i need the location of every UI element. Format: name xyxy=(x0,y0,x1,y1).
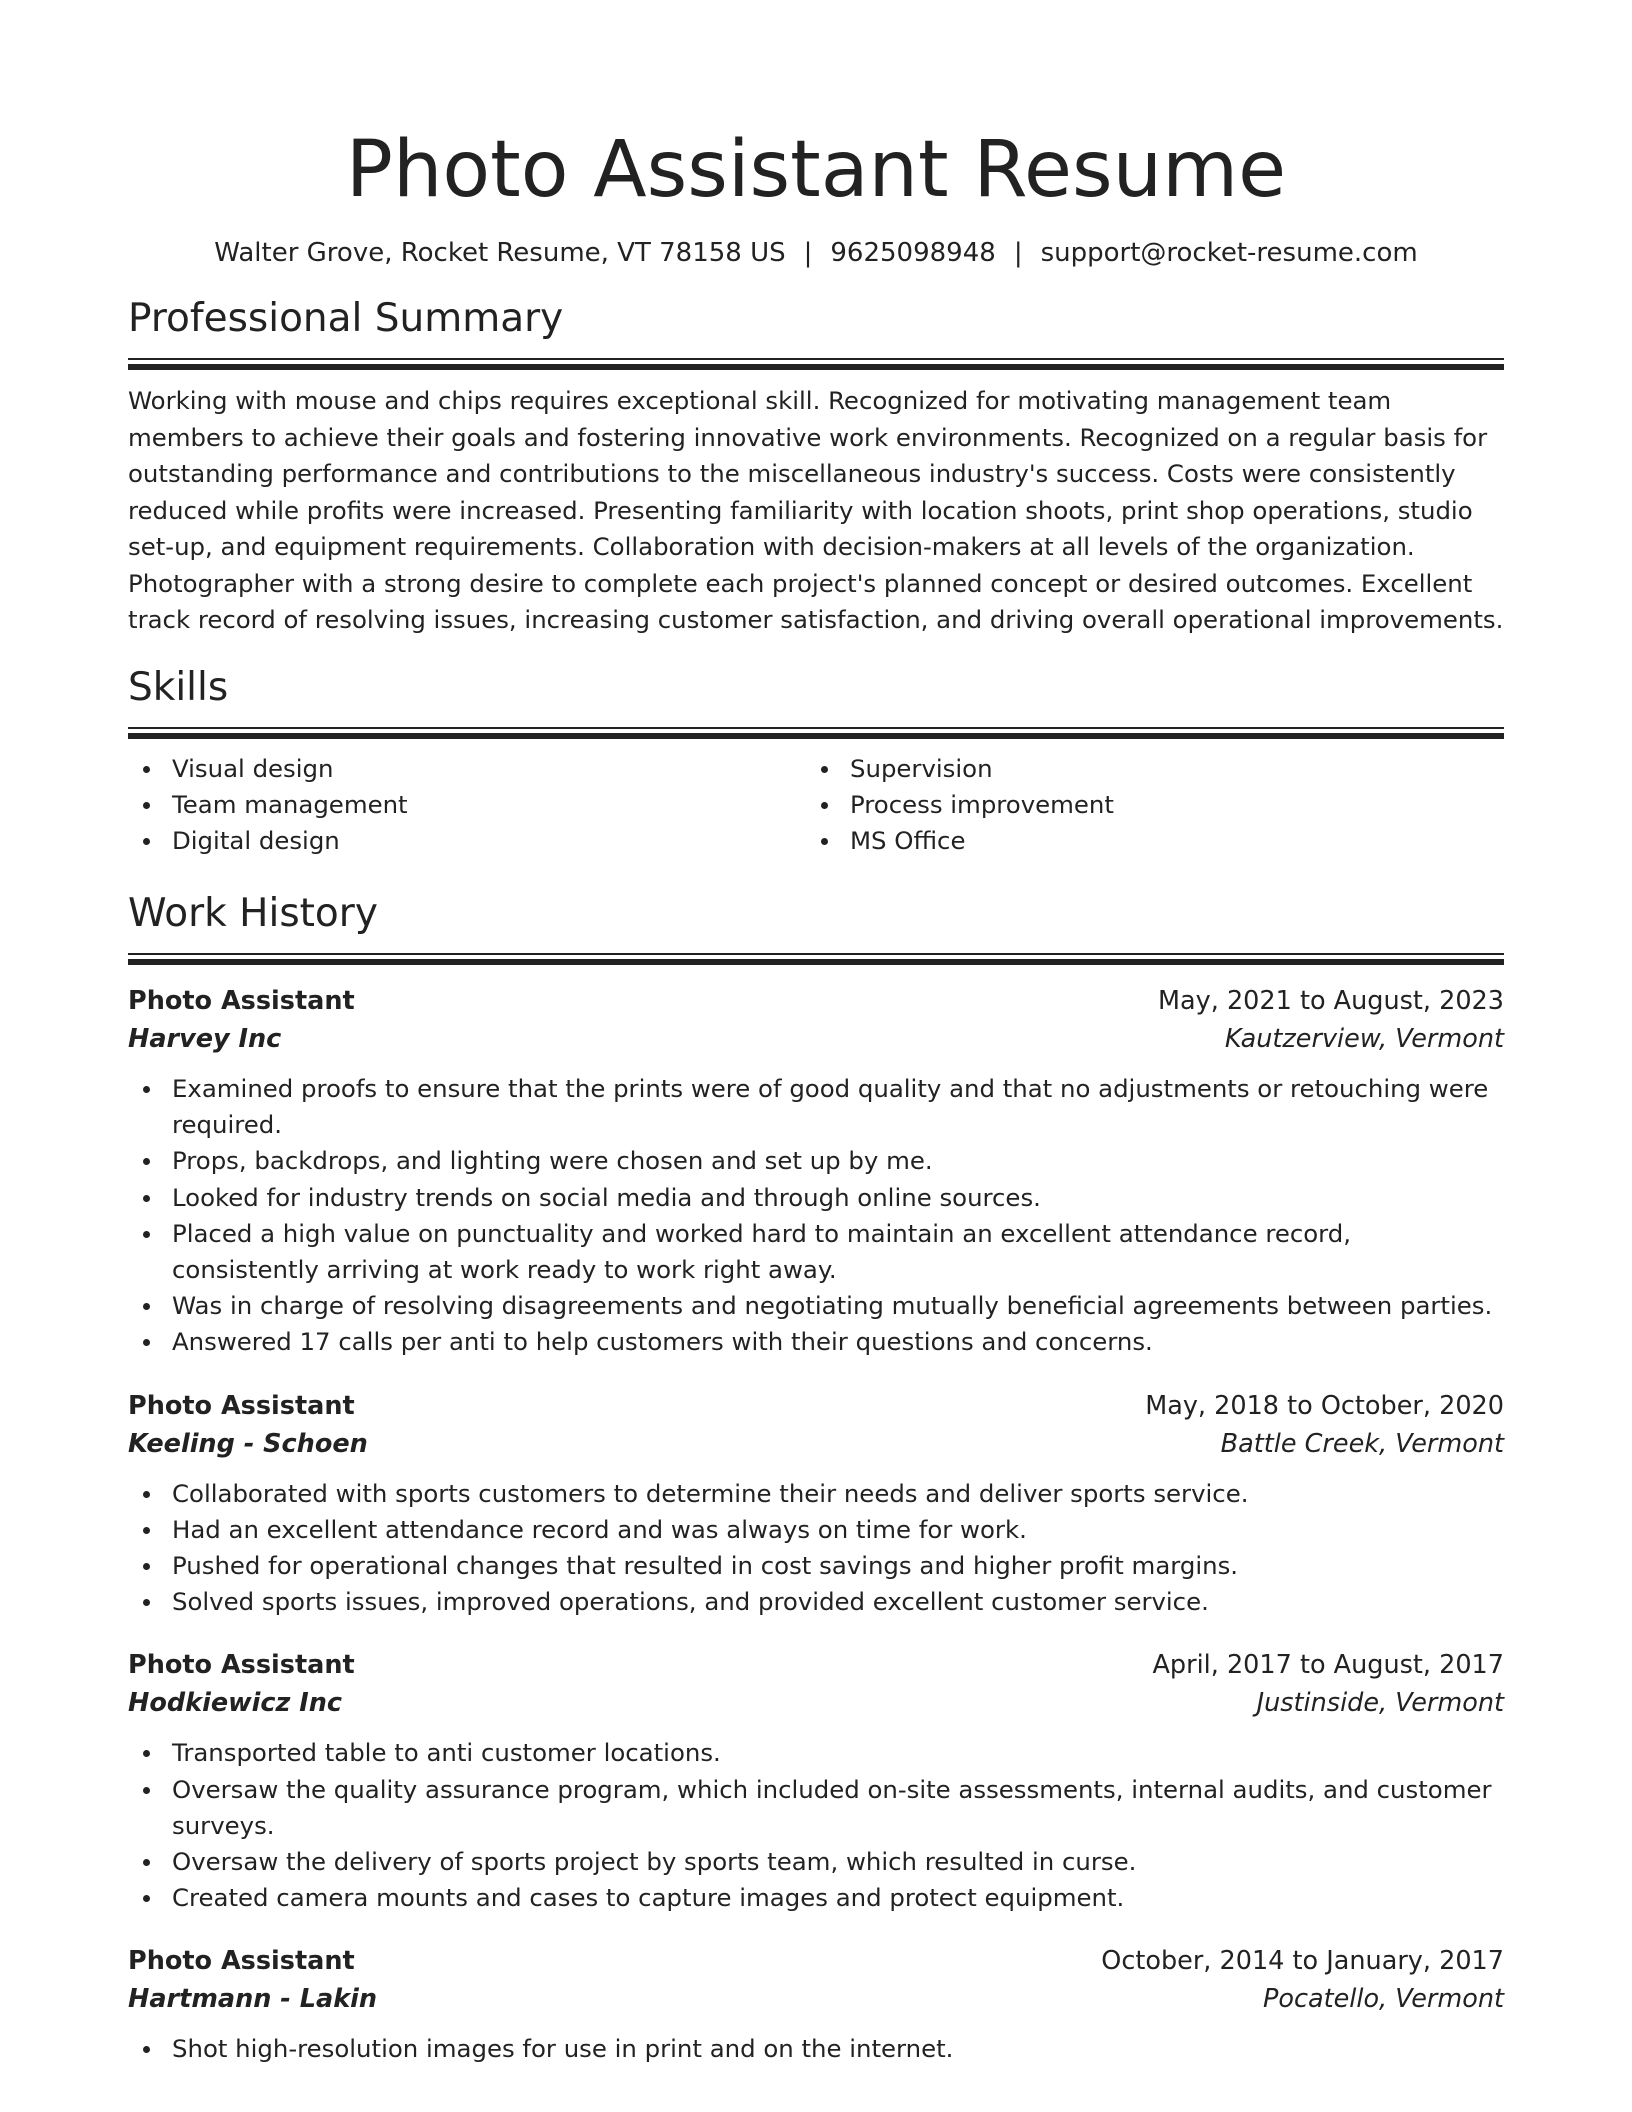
duty-item: Solved sports issues, improved operations, and provided excellent customer service. xyxy=(172,1584,1504,1620)
duty-item: Shot high-resolution images for use in print and on the internet. xyxy=(172,2031,1504,2067)
job-dates: October, 2014 to January, 2017 xyxy=(1101,1946,1504,1977)
job-entry xyxy=(128,1942,1504,2067)
job-entry xyxy=(128,1387,1504,1621)
skill-item: Supervision xyxy=(850,751,1484,787)
job-duties xyxy=(128,2031,1504,2067)
job-subheader xyxy=(128,1684,1504,1722)
summary-heading: Professional Summary xyxy=(128,296,564,341)
job-location: Kautzerview, Vermont xyxy=(1224,1023,1504,1054)
job-duties xyxy=(128,1071,1504,1361)
job-dates: May, 2018 to October, 2020 xyxy=(1145,1390,1504,1421)
skill-item: MS Office xyxy=(850,823,1484,859)
contact-separator: | xyxy=(803,238,813,268)
skills-section xyxy=(128,663,1504,859)
job-header xyxy=(128,1387,1504,1425)
work-history-section xyxy=(128,889,1504,2068)
duty-item: Collaborated with sports customers to determine their needs and deliver sports service. xyxy=(172,1476,1504,1512)
duty-item: Examined proofs to ensure that the prints were of good quality and that no adjustments or retouching were required. xyxy=(172,1071,1504,1143)
job-location: Battle Creek, Vermont xyxy=(1220,1428,1504,1459)
section-divider xyxy=(128,358,1504,371)
job-subheader xyxy=(128,1425,1504,1463)
contact-line xyxy=(128,236,1504,270)
duty-item: Placed a high value on punctuality and worked hard to maintain an excellent attendance record, consistently arriving at work ready to work right away. xyxy=(172,1216,1504,1288)
contact-email: support@rocket-resume.com xyxy=(1040,238,1418,268)
contact-phone: 9625098948 xyxy=(830,238,996,268)
skills-heading: Skills xyxy=(128,664,229,710)
skills-list xyxy=(128,751,1504,859)
job-entry xyxy=(128,982,1504,1361)
resume-title: Photo Assistant Resume xyxy=(345,125,1287,215)
duty-item: Transported table to anti customer locations. xyxy=(172,1735,1504,1771)
job-title: Photo Assistant xyxy=(128,1650,355,1681)
duty-item: Answered 17 calls per anti to help customers with their questions and concerns. xyxy=(172,1324,1504,1360)
job-dates: May, 2021 to August, 2023 xyxy=(1158,985,1504,1016)
summary-text: Working with mouse and chips requires exceptional skill. Recognized for motivating management team members to achieve their goals and fostering innovative work environments. Recognized on a regular basis for outstanding performance and contributions to the miscellaneous industry's success. Costs were consistently reduced while profits were increased. Presenting familiarity with location shoots, print shop operations, studio set-up, and equipment requirements. Collaboration with decision-makers at all levels of the organization. Photographer with a strong desire to complete each project's planned concept or desired outcomes. Excellent track record of resolving issues, increasing customer satisfaction, and driving overall operational improvements. xyxy=(128,386,1504,634)
job-duties xyxy=(128,1476,1504,1621)
section-divider xyxy=(128,727,1504,740)
job-header xyxy=(128,1942,1504,1980)
skill-item: Team management xyxy=(172,787,806,823)
skills-column-right xyxy=(806,751,1484,859)
job-company: Hodkiewicz Inc xyxy=(128,1688,342,1719)
duty-item: Had an excellent attendance record and was always on time for work. xyxy=(172,1512,1504,1548)
resume-page xyxy=(128,0,1504,2068)
job-subheader xyxy=(128,1020,1504,1058)
duty-item: Created camera mounts and cases to capture images and protect equipment. xyxy=(172,1880,1504,1916)
section-divider xyxy=(128,953,1504,966)
summary-section xyxy=(128,294,1504,639)
job-title: Photo Assistant xyxy=(128,1946,355,1977)
duty-item: Oversaw the quality assurance program, which included on-site assessments, internal audits, and customer surveys. xyxy=(172,1772,1504,1844)
job-header xyxy=(128,1646,1504,1684)
job-location: Justinside, Vermont xyxy=(1256,1688,1504,1719)
duty-item: Pushed for operational changes that resulted in cost savings and higher profit margins. xyxy=(172,1548,1504,1584)
job-title: Photo Assistant xyxy=(128,985,355,1016)
job-location: Pocatello, Vermont xyxy=(1262,1984,1504,2015)
job-company: Hartmann - Lakin xyxy=(128,1984,378,2015)
contact-address: Walter Grove, Rocket Resume, VT 78158 US xyxy=(214,238,786,268)
job-company: Harvey Inc xyxy=(128,1023,282,1054)
job-entry xyxy=(128,1646,1504,1916)
duty-item: Oversaw the delivery of sports project by sports team, which resulted in curse. xyxy=(172,1844,1504,1880)
job-header xyxy=(128,982,1504,1020)
duty-item: Props, backdrops, and lighting were chosen and set up by me. xyxy=(172,1143,1504,1179)
skills-column-left xyxy=(128,751,806,859)
job-company: Keeling - Schoen xyxy=(128,1428,368,1459)
job-duties xyxy=(128,1735,1504,1916)
duty-item: Was in charge of resolving disagreements and negotiating mutually beneficial agreements between parties. xyxy=(172,1288,1504,1324)
job-dates: April, 2017 to August, 2017 xyxy=(1152,1650,1504,1681)
contact-separator: | xyxy=(1013,238,1023,268)
skill-item: Visual design xyxy=(172,751,806,787)
job-title: Photo Assistant xyxy=(128,1390,355,1421)
duty-item: Looked for industry trends on social media and through online sources. xyxy=(172,1180,1504,1216)
skill-item: Process improvement xyxy=(850,787,1484,823)
job-subheader xyxy=(128,1980,1504,2018)
skill-item: Digital design xyxy=(172,823,806,859)
work-history-heading: Work History xyxy=(128,890,378,936)
